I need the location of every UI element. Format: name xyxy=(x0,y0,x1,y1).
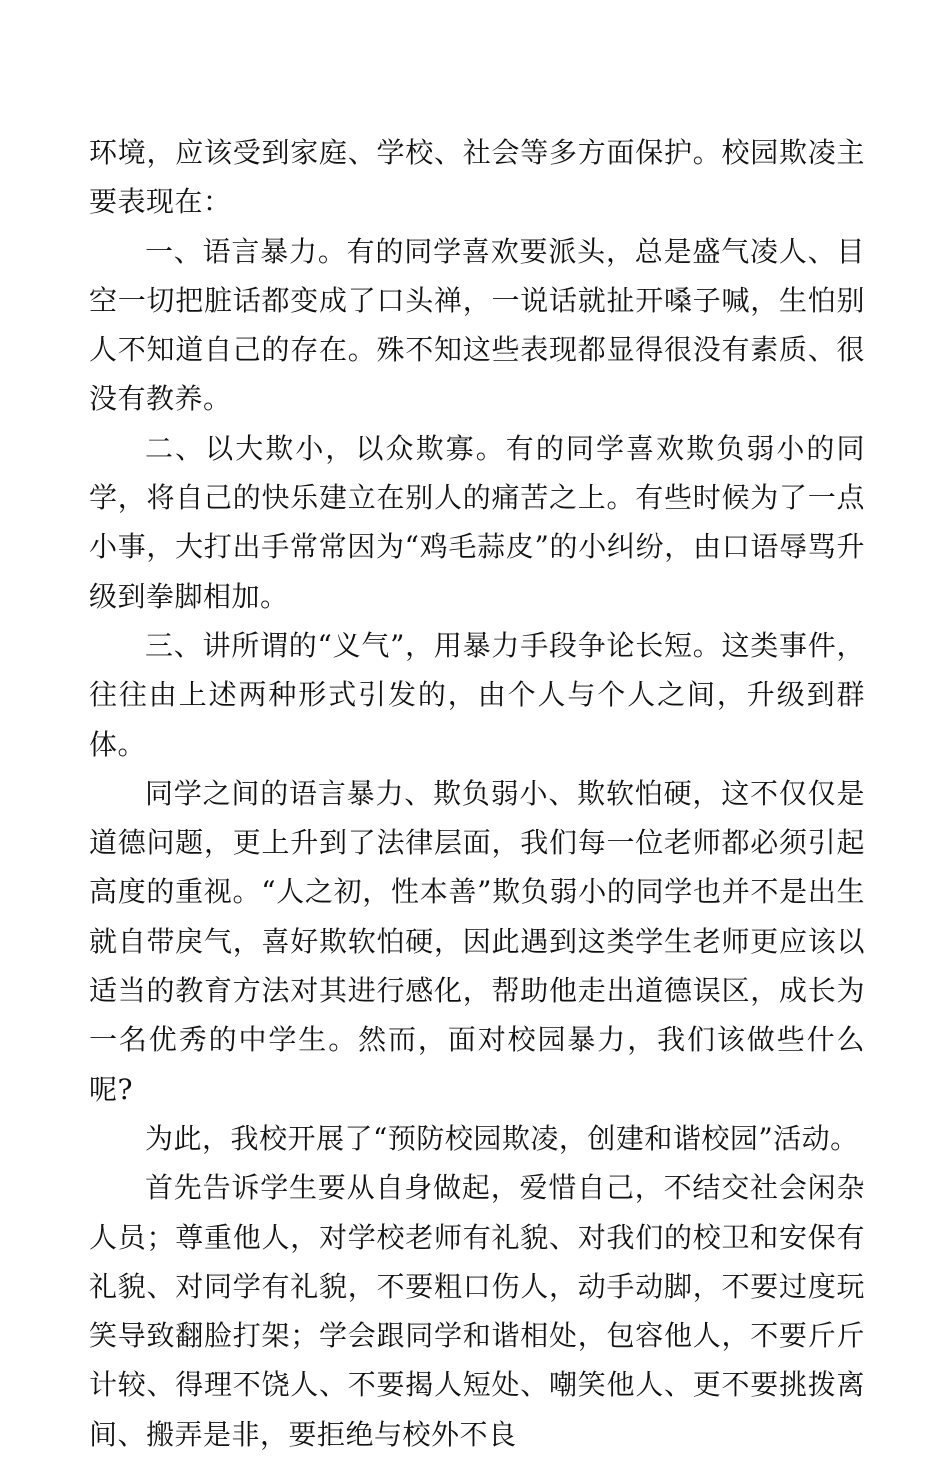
document-body xyxy=(89,128,865,1459)
paragraph-5: 同学之间的语言暴力、欺负弱小、欺软怕硬，这不仅仅是道德问题，更上升到了法律层面，我们每一位老师都必须引起高度的重视。“人之初，性本善”欺负弱小的同学也并不是出生就自带戾气，喜好欺软怕硬，因此遇到这类学生老师更应该以适当的教育方法对其进行感化，帮助他走出道德误区，成长为一名优秀的中学生。然而，面对校园暴力，我们该做些什么呢? xyxy=(89,776,865,1106)
paragraph-4: 三、讲所谓的“义气”，用暴力手段争论长短。这类事件，往往由上述两种形式引发的，由个人与个人之间，升级到群体。 xyxy=(89,628,865,761)
paragraph-3: 二、以大欺小，以众欺寡。有的同学喜欢欺负弱小的同学，将自己的快乐建立在别人的痛苦之上。有些时候为了一点小事，大打出手常常因为“鸡毛蒜皮”的小纠纷，由口语辱骂升级到拳脚相加。 xyxy=(89,431,865,613)
paragraph-2: 一、语言暴力。有的同学喜欢要派头，总是盛气凌人、目空一切把脏话都变成了口头禅，一说话就扯开嗓子喊，生怕别人不知道自己的存在。殊不知这些表现都显得很没有素质、很没有教养。 xyxy=(89,234,865,416)
paragraph-7: 首先告诉学生要从自身做起，爱惜自己，不结交社会闲杂人员；尊重他人，对学校老师有礼貌、对我们的校卫和安保有礼貌、对同学有礼貌，不要粗口伤人，动手动脚，不要过度玩笑导致翻脸打架；学会跟同学和谐相处，包容他人，不要斤斤计较、得理不饶人、不要揭人短处、嘲笑他人、更不要挑拨离间、搬弄是非，要拒绝与校外不良 xyxy=(89,1171,865,1451)
paragraph-1: 环境，应该受到家庭、学校、社会等多方面保护。校园欺凌主要表现在： xyxy=(89,136,865,219)
paragraph-6: 为此，我校开展了“预防校园欺凌，创建和谐校园”活动。 xyxy=(145,1121,859,1155)
